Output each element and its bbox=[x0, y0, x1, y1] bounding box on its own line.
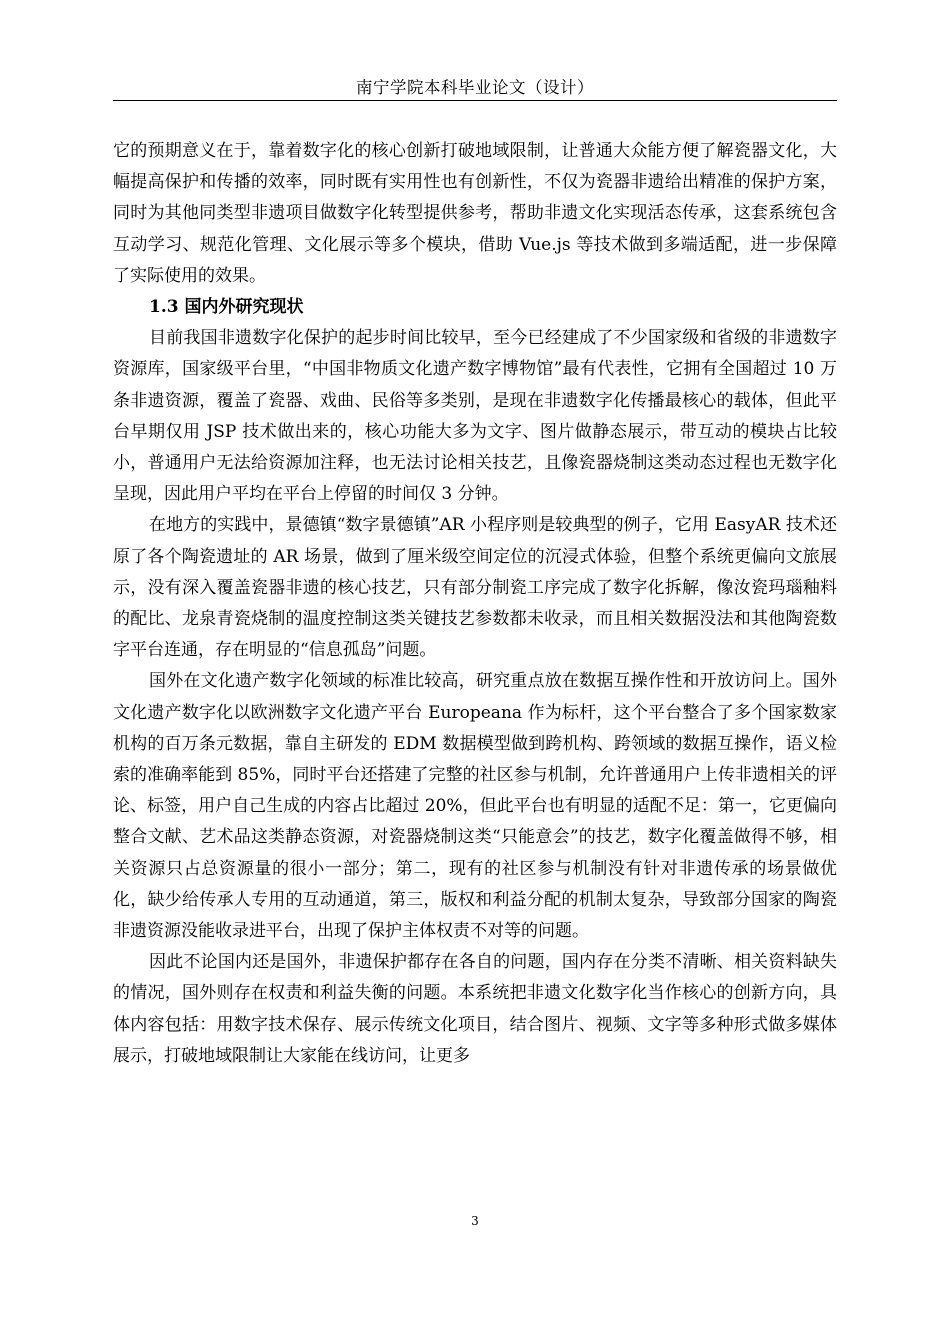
page-body bbox=[113, 136, 837, 1072]
paragraph-foreign-status: 国外在文化遗产数字化领域的标准比较高，研究重点放在数据互操作性和开放访问上。国外文化遗产数字化以欧洲数字文化遗产平台 Europeana 作为标杆，这个平台整合了多个国家数家机构的百万条元数据，靠自主研发的 EDM 数据模型做到跨机构、跨领域的数据互操作，语义检索的准确率能到 85%，同时平台还搭建了完整的社区参与机制，允许普通用户上传非遗相关的评论、标签，用户自己生成的内容占比超过 20%，但此平台也有明显的适配不足：第一，它更偏向整合文献、艺术品这类静态资源，对瓷器烧制这类“只能意会”的技艺，数字化覆盖做得不够，相关资源只占总资源量的很小一部分；第二，现有的社区参与机制没有针对非遗传承的场景做优化，缺少给传承人专用的互动通道，第三，版权和利益分配的机制太复杂，导致部分国家的陶瓷非遗资源没能收录进平台，出现了保护主体权责不对等的问题。 bbox=[113, 671, 837, 942]
paragraph-continuation: 它的预期意义在于，靠着数字化的核心创新打破地域限制，让普通大众能方便了解瓷器文化，大幅提高保护和传播的效率，同时既有实用性也有创新性，不仅为瓷器非遗给出精准的保护方案，同时为其他同类型非遗项目做数字化转型提供参考，帮助非遗文化实现活态传承，这套系统包含互动学习、规范化管理、文化展示等多个模块，借助 Vue.js 等技术做到多端适配，进一步保障了实际使用的效果。 bbox=[113, 141, 837, 286]
page-header-title: 南宁学院本科毕业论文（设计） bbox=[356, 78, 594, 97]
paragraph-local-practice: 在地方的实践中，景德镇“数字景德镇”AR 小程序则是较典型的例子，它用 EasyAR 技术还原了各个陶瓷遗址的 AR 场景，做到了厘米级空间定位的沉浸式体验，但整个系统更偏向文旅展示，没有深入覆盖瓷器非遗的核心技艺，只有部分制瓷工序完成了数字化拆解，像汝瓷玛瑙釉料的配比、龙泉青瓷烧制的温度控制这类关键技艺参数都未收录，而且相关数据没法和其他陶瓷数字平台连通，存在明显的“信息孤岛”问题。 bbox=[113, 515, 837, 661]
header-divider bbox=[113, 100, 837, 101]
section-heading: 1.3 国内外研究现状 bbox=[149, 297, 304, 318]
page-number: 3 bbox=[471, 1214, 479, 1228]
paragraph-summary: 因此不论国内还是国外，非遗保护都存在各自的问题，国内存在分类不清晰、相关资料缺失的情况，国外则存在权责和利益失衡的问题。本系统把非遗文化数字化当作核心的创新方向，具体内容包括：用数字技术保存、展示传统文化项目，结合图片、视频、文字等多种形式做多媒体展示，打破地域限制让大家能在线访问，让更多 bbox=[113, 952, 837, 1066]
paragraph-domestic-status: 目前我国非遗数字化保护的起步时间比较早，至今已经建成了不少国家级和省级的非遗数字资源库，国家级平台里，“中国非物质文化遗产数字博物馆”最有代表性，它拥有全国超过 10 万条非遗资源，覆盖了瓷器、戏曲、民俗等多类别，是现在非遗数字化传播最核心的载体，但此平台早期仅用 JSP 技术做出来的，核心功能大多为文字、图片做静态展示，带互动的模块占比较小，普通用户无法给资源加注释，也无法讨论相关技艺，且像瓷器烧制这类动态过程也无数字化呈现，因此用户平均在平台上停留的时间仅 3 分钟。 bbox=[113, 328, 837, 505]
